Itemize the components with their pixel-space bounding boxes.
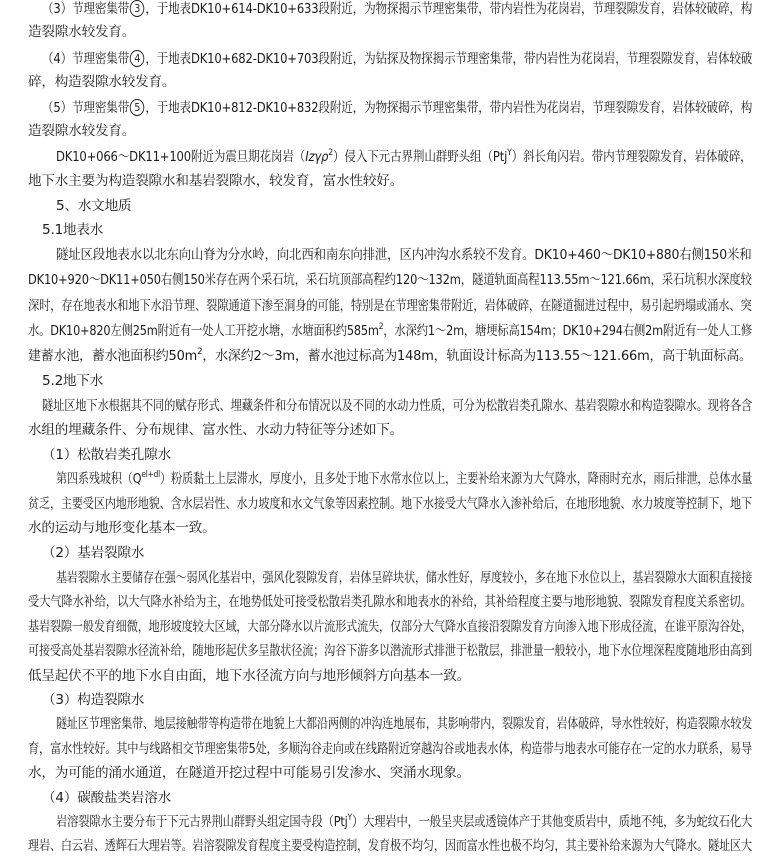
fault-zone-4-line-1 — [42, 49, 752, 69]
surface-water-line-1: 隧址区段地表水以北东向山脊为分水岭，向北西和南东向排泄，区内冲沟水系较不发育。DK10+460～DK10+880右侧150米和 — [56, 247, 752, 263]
structural-water-line-3: 水，为可能的涌水通道，在隧道开挖过程中可能易引发渗水、突涌水现象。 — [28, 765, 470, 781]
karst-water-line-2: 理岩、白云岩、透辉石大理岩等。岩溶裂隙发育程度主要受构造控制，发育极不均匀，因而富水性也极不均匀，其主要补给来源为大气降水。隧址区大 — [28, 838, 752, 854]
pore-water-line-3: 水的运动与地形变化基本一致。 — [28, 520, 216, 536]
fault-zone-3-line-2: 造裂隙水较发育。 — [28, 24, 136, 40]
bedrock-water-line-4: 可接受高处基岩裂隙水径流补给，随地形起伏多呈散状径流；沟谷下游多以潜流形式排泄于松散层，排泄量一般较小，地下水位埋深程度随地形由高到 — [28, 643, 752, 659]
granite-paragraph-line-2: 地下水主要为构造裂隙水和基岩裂隙水，较发育，富水性较好。 — [28, 173, 404, 189]
rock-formula: Izγρ — [305, 149, 329, 165]
subsection-heading-pore-water: （1）松散岩类孔隙水 — [42, 447, 171, 463]
fault-zone-label: （3）节理密集带 — [42, 1, 130, 17]
structural-water-line-2: 育，富水性较好。其中与线路相交节理密集带5处，多顺沟谷走向或在线路附近穿越沟谷或地表水体，构造带与地表水可能存在一定的水力联系，易导 — [28, 741, 753, 757]
fault-zone-label: （5）节理密集带 — [42, 100, 130, 116]
section-heading-hydrogeology: 5、水文地质 — [56, 198, 132, 214]
structural-water-line-1: 隧址区节理密集带、地层接触带等构造带在地貌上大都沿两侧的冲沟连地展布，其影响带内，裂隙发育，岩体破碎，导水性较好，构造裂隙水较发 — [56, 716, 753, 732]
bedrock-water-line-5: 低呈起伏不平的地下水自由面，地下水径流方向与地形倾斜方向基本一致。 — [28, 668, 470, 684]
fault-zone-label: （4）节理密集带 — [42, 51, 130, 67]
circled-number-3: 3 — [130, 0, 144, 17]
fault-zone-3-line-1 — [42, 0, 752, 19]
section-heading-groundwater: 5.2地下水 — [42, 373, 104, 389]
surface-water-line-4: 水。DK10+820左侧25m附近有一处人工开挖水塘，水塘面积约$585m^2$，水深约1～2m，塘埂标高154m；DK10+294右侧2m附近有一处人工修 — [28, 322, 753, 339]
subsection-heading-structural-water: （3）构造裂隙水 — [42, 692, 145, 708]
section-heading-surface-water: 5.1地表水 — [42, 222, 104, 238]
bedrock-water-line-1: 基岩裂隙水主要储存在强～弱风化基岩中，强风化裂隙发育，岩体呈碎块状，储水性好，厚度较小，多在地下水位以上，基岩裂隙水大面积直接接 — [56, 570, 753, 586]
fault-zone-text: ，于地表DK10+682-DK10+703段附近，为钻探及物探揭示节理密集带，带内岩性为花岗岩，节理裂隙发育，岩体较破 — [145, 51, 753, 67]
surface-water-line-2: DK10+920～DK11+050右侧150米存在两个采石坑，采石坑顶部高程约120～132m，隧道轨面高程113.55m～121.66m，采石坑积水深度较 — [28, 272, 752, 288]
subsection-heading-karst-water: （4）碳酸盐类岩溶水 — [42, 790, 171, 806]
circled-number-4: 4 — [130, 50, 144, 67]
bedrock-water-line-2: 受大气降水补给，以大气降水补给为主，在地势低处可接受松散岩类孔隙水和地表水的补给，其补给程度主要与地形地貌、裂隙发育程度关系密切。 — [28, 594, 752, 610]
fault-zone-4-line-2: 碎，构造裂隙水较发育。 — [28, 74, 176, 90]
surface-water-line-5: 建蓄水池，蓄水池面积约$50m^2$，水深约2～3m，蓄水池过标高为148m，轨面设计标高为113.55～121.66m，高于轨面标高。 — [28, 347, 752, 364]
pore-water-line-2: 贫乏，主要受区内地形地貌、含水层岩性、水力坡度和水文气象等因素控制。地下水接受大气降水入渗补给后，在地形地貌、水力坡度等控制下，地下 — [28, 496, 752, 512]
karst-water-line-1: 岩溶裂隙水主要分布于下元古界荆山群野头组定国寺段（Ptj$^Y$）大理岩中，一般呈夹层或透镜体产于其他变质岩中，质地不纯，多为蛇纹石化大 — [56, 813, 753, 830]
subsection-heading-bedrock-water: （2）基岩裂隙水 — [42, 545, 145, 561]
fault-zone-5-line-1 — [42, 98, 752, 118]
fault-zone-text: ，于地表DK10+812-DK10+832段附近，为物探揭示节理密集带，带内岩性为花岗岩，节理裂隙发育，岩体较破碎，构 — [145, 100, 753, 116]
fault-zone-5-line-2: 造裂隙水较发育。 — [28, 123, 136, 139]
bedrock-water-line-3: 基岩裂隙一般发育细微，地形坡度较大区域，大部分降水以片流形式流失，仅部分大气降水直接沿裂隙发育方向渗入地下形成径流，在谁平原沟谷处， — [28, 619, 752, 635]
granite-paragraph-line-1: DK10+066～DK11+100附近为震旦期花岗岩（Izγρ$^2$）侵入下元古界荆山群野头组（Ptj$^Y$）斜长角闪岩。带内节理裂隙发育，岩体破碎， — [56, 148, 752, 165]
fault-zone-text: ，于地表DK10+614-DK10+633段附近，为物探揭示节理密集带，带内岩性为花岗岩，节理裂隙发育，岩体较破碎，构 — [145, 1, 753, 17]
groundwater-line-1: 隧址区地下水根据其不同的赋存形式、埋藏条件和分布情况以及不同的水动力性质，可分为松散岩类孔隙水、基岩裂隙水和构造裂隙水。现将各含 — [42, 398, 753, 414]
groundwater-line-2: 水组的埋藏条件、分布规律、富水性、水动力特征等分述如下。 — [28, 422, 404, 438]
circled-number-5: 5 — [130, 99, 144, 116]
surface-water-line-3: 深时，存在地表水和地下水沿节理、裂隙通道下渗至洞身的可能，特别是在节理密集带附近，岩体破碎，在隧道掘进过程中，易引起坍塌或涌水、突 — [28, 298, 752, 314]
pore-water-line-1: 第四系残坡积$(Q^{el+dl})$粉质黏土上层滞水，厚度小，且多处于地下水常水位以上，主要补给来源为大气降水，降雨时充水，雨后排泄，总体水量 — [56, 470, 753, 487]
